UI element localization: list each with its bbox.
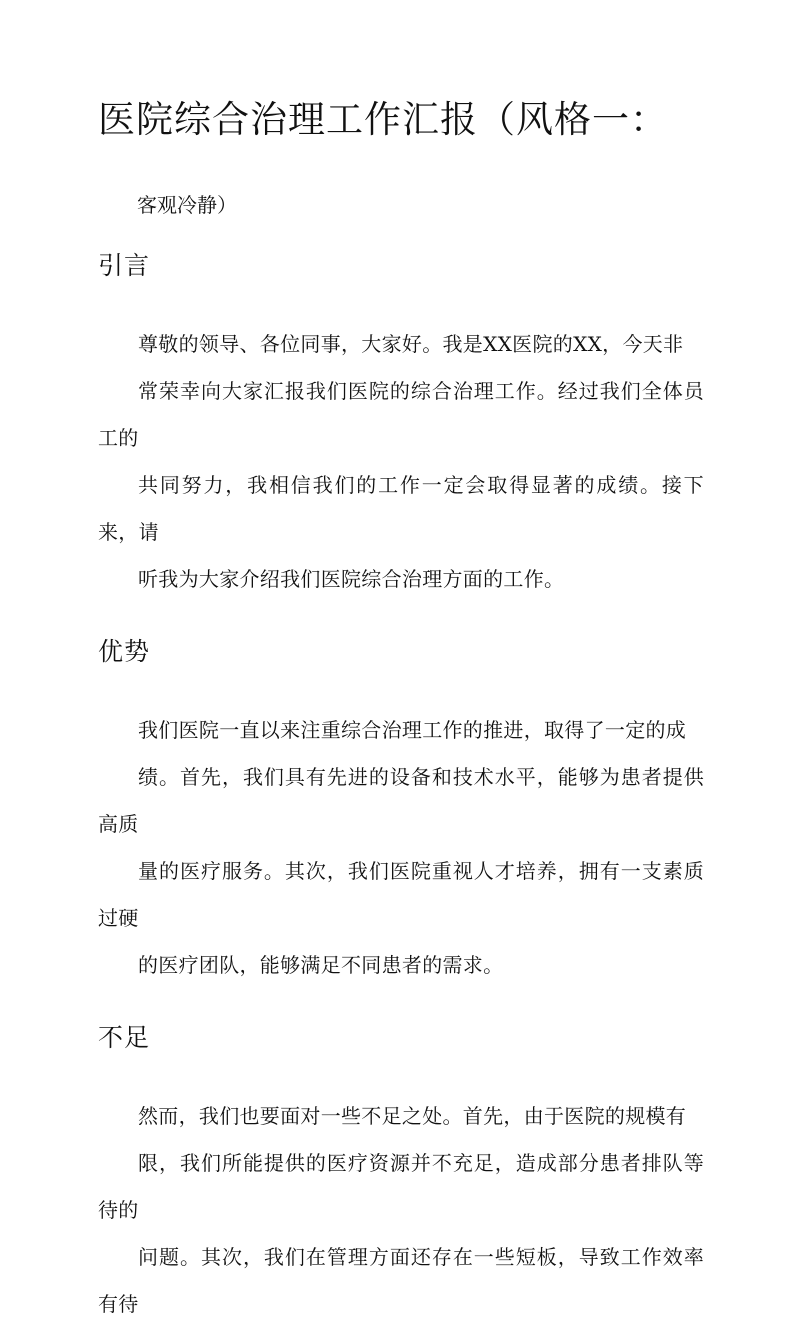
section-heading-intro: 引言	[98, 251, 151, 280]
paragraph-line: 绩。首先，我们具有先进的设备和技术水平，能够为患者提供高质	[98, 765, 704, 836]
paragraph-line: 然而，我们也要面对一些不足之处。首先，由于医院的规模有	[138, 1104, 687, 1128]
paragraph-line: 的医疗团队，能够满足不同患者的需求。	[138, 953, 504, 977]
paragraph-line: 我们医院一直以来注重综合治理工作的推进，取得了一定的成	[138, 718, 687, 742]
paragraph-line: 尊敬的领导、各位同事，大家好。我是XX医院的XX，今天非	[138, 332, 684, 356]
paragraph-line: 限，我们所能提供的医疗资源并不充足，造成部分患者排队等待的	[98, 1151, 704, 1222]
paragraph-line: 共同努力，我相信我们的工作一定会取得显著的成绩。接下来，请	[98, 473, 704, 544]
section-paragraph-strengths	[98, 707, 704, 989]
document-title: 医院综合治理工作汇报（风格一：	[98, 98, 668, 141]
document-subtitle: 客观冷静）	[137, 193, 237, 217]
paragraph-line: 量的医疗服务。其次，我们医院重视人才培养，拥有一支素质过硬	[98, 859, 704, 930]
paragraph-line: 常荣幸向大家汇报我们医院的综合治理工作。经过我们全体员工的	[98, 379, 704, 450]
section-paragraph-intro	[98, 321, 704, 603]
paragraph-line: 问题。其次，我们在管理方面还存在一些短板，导致工作效率有待	[98, 1245, 704, 1316]
section-heading-weaknesses: 不足	[98, 1023, 151, 1052]
section-paragraph-weaknesses	[98, 1093, 704, 1328]
section-heading-strengths: 优势	[98, 637, 151, 666]
paragraph-line: 听我为大家介绍我们医院综合治理方面的工作。	[138, 567, 565, 591]
